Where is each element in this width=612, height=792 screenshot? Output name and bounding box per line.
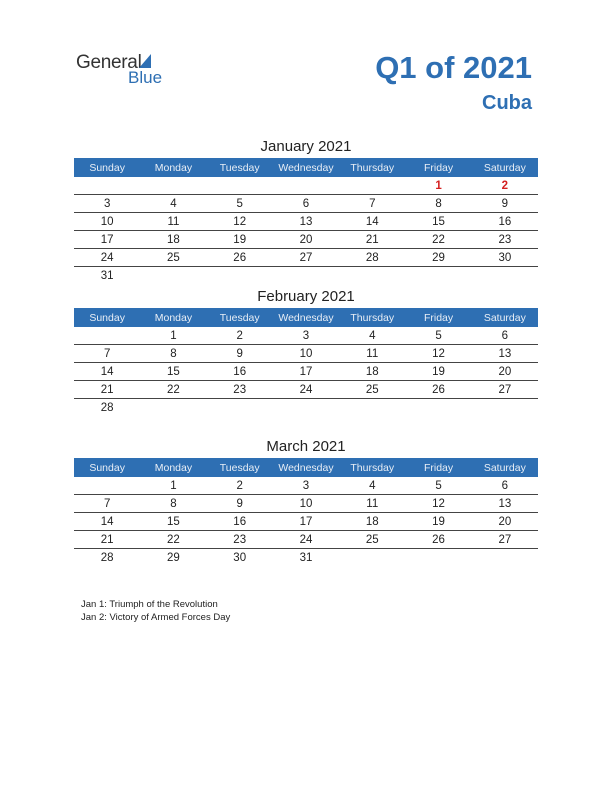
day-cell: 18	[339, 513, 405, 531]
month-february	[74, 286, 538, 416]
day-cell: 17	[74, 231, 140, 249]
day-cell: 12	[405, 495, 471, 513]
day-cell: 11	[339, 345, 405, 363]
day-cell: 19	[207, 231, 273, 249]
day-cell: 22	[140, 531, 206, 549]
day-cell: 1	[140, 477, 206, 495]
empty-day-cell	[472, 399, 538, 417]
day-cell: 21	[74, 531, 140, 549]
empty-day-cell	[472, 267, 538, 285]
day-cell: 28	[100, 551, 114, 564]
weekday-header: Thursday	[339, 308, 405, 327]
day-cell: 7	[74, 495, 140, 513]
day-cell: 23	[207, 381, 273, 399]
day-cell: 9	[207, 495, 273, 513]
weekday-header: Saturday	[472, 158, 538, 177]
day-cell: 27	[273, 249, 339, 267]
day-cell: 15	[140, 363, 206, 381]
month-title: February 2021	[257, 288, 355, 305]
month-title: March 2021	[266, 438, 346, 455]
empty-day-cell	[74, 477, 140, 495]
day-cell: 25	[140, 249, 206, 267]
weekday-header: Friday	[405, 158, 471, 177]
weekday-header: Sunday	[74, 308, 140, 327]
day-cell: 10	[273, 495, 339, 513]
day-cell: 10	[74, 213, 140, 231]
day-cell: 29	[167, 551, 180, 564]
empty-day-cell	[273, 267, 339, 285]
holiday-note: Jan 1: Triumph of the Revolution	[81, 599, 218, 610]
empty-day-cell	[273, 399, 339, 417]
day-cell: 12	[405, 345, 471, 363]
week-row	[74, 381, 538, 399]
day-cell: 9	[207, 345, 273, 363]
weekday-header: Tuesday	[207, 308, 273, 327]
day-cell: 5	[405, 477, 471, 495]
day-cell: 2	[207, 327, 273, 345]
day-cell: 4	[339, 477, 405, 495]
day-cell: 26	[405, 381, 471, 399]
day-cell: 24	[273, 531, 339, 549]
weekday-header: Saturday	[472, 308, 538, 327]
day-cell: 3	[273, 477, 339, 495]
day-cell: 26	[207, 249, 273, 267]
day-cell: 16	[472, 213, 538, 231]
day-cell: 14	[74, 363, 140, 381]
empty-day-cell	[339, 399, 405, 417]
empty-day-cell	[140, 399, 206, 417]
day-cell: 22	[140, 381, 206, 399]
day-cell: 25	[339, 381, 405, 399]
day-cell: 17	[273, 513, 339, 531]
day-cell: 10	[273, 345, 339, 363]
day-cell: 6	[472, 477, 538, 495]
weekday-header: Sunday	[74, 158, 140, 177]
logo-general: General	[76, 52, 142, 73]
empty-day-cell	[472, 549, 538, 567]
day-cell: 25	[339, 531, 405, 549]
day-cell: 27	[472, 531, 538, 549]
page-subtitle: Cuba	[482, 92, 532, 114]
week-row	[74, 327, 538, 345]
week-row	[74, 213, 538, 231]
weekday-header: Saturday	[472, 458, 538, 477]
week-row	[74, 477, 538, 495]
day-cell: 8	[405, 195, 471, 213]
weekday-header: Monday	[140, 458, 206, 477]
empty-day-cell	[273, 177, 339, 195]
empty-day-cell	[339, 267, 405, 285]
week-row	[74, 495, 538, 513]
day-cell: 15	[140, 513, 206, 531]
week-row	[74, 231, 538, 249]
day-cell: 15	[405, 213, 471, 231]
day-cell: 30	[233, 551, 247, 564]
day-cell: 11	[140, 213, 206, 231]
empty-day-cell	[140, 177, 206, 195]
weekday-header: Tuesday	[207, 158, 273, 177]
calendar-table	[74, 308, 538, 416]
holiday-notes	[81, 598, 230, 624]
day-cell: 20	[472, 363, 538, 381]
calendar-table	[74, 458, 538, 566]
week-row	[74, 267, 538, 285]
day-cell: 24	[273, 381, 339, 399]
day-cell: 20	[472, 513, 538, 531]
week-row	[74, 345, 538, 363]
weekday-header: Wednesday	[273, 458, 339, 477]
week-row	[74, 531, 538, 549]
day-cell: 3	[273, 327, 339, 345]
day-cell: 1	[140, 327, 206, 345]
day-cell: 8	[140, 495, 206, 513]
day-cell: 13	[273, 213, 339, 231]
day-cell: 4	[140, 195, 206, 213]
day-cell: 3	[74, 195, 140, 213]
empty-day-cell	[207, 399, 273, 417]
month-january	[74, 136, 538, 284]
day-cell: 13	[472, 495, 538, 513]
week-row	[74, 513, 538, 531]
day-cell: 6	[273, 195, 339, 213]
day-cell: 29	[405, 249, 471, 267]
day-cell: 5	[207, 195, 273, 213]
day-cell: 9	[472, 195, 538, 213]
day-cell: 14	[74, 513, 140, 531]
empty-day-cell	[339, 177, 405, 195]
week-row	[74, 249, 538, 267]
empty-day-cell	[140, 267, 206, 285]
empty-day-cell	[207, 177, 273, 195]
weekday-header: Tuesday	[207, 458, 273, 477]
weekday-header: Friday	[405, 308, 471, 327]
day-cell: 23	[207, 531, 273, 549]
empty-day-cell	[405, 549, 471, 567]
day-cell: 28	[339, 249, 405, 267]
day-cell: 28	[100, 401, 114, 414]
weekday-header: Wednesday	[273, 158, 339, 177]
day-cell: 5	[405, 327, 471, 345]
empty-day-cell	[339, 549, 405, 567]
day-cell: 4	[339, 327, 405, 345]
empty-day-cell	[74, 177, 140, 195]
day-cell: 19	[405, 363, 471, 381]
empty-day-cell	[207, 267, 273, 285]
weekday-header: Wednesday	[273, 308, 339, 327]
month-title: January 2021	[260, 138, 352, 155]
month-march	[74, 436, 538, 566]
day-cell: 2	[472, 177, 538, 195]
day-cell: 6	[472, 327, 538, 345]
day-cell: 19	[405, 513, 471, 531]
day-cell: 31	[299, 551, 313, 564]
week-row	[74, 177, 538, 195]
weekday-header: Thursday	[339, 158, 405, 177]
day-cell: 26	[405, 531, 471, 549]
day-cell: 22	[405, 231, 471, 249]
day-cell: 12	[207, 213, 273, 231]
page-title: Q1 of 2021	[375, 50, 532, 85]
day-cell: 7	[74, 345, 140, 363]
weekday-header: Sunday	[74, 458, 140, 477]
day-cell: 17	[273, 363, 339, 381]
holiday-note: Jan 2: Victory of Armed Forces Day	[81, 612, 231, 623]
day-cell: 1	[405, 177, 471, 195]
weekday-header: Monday	[140, 308, 206, 327]
calendar-table	[74, 158, 538, 284]
day-cell: 31	[100, 269, 114, 282]
logo-blue: Blue	[128, 68, 163, 87]
empty-day-cell	[74, 327, 140, 345]
day-cell: 23	[472, 231, 538, 249]
week-row	[74, 399, 538, 417]
week-row	[74, 195, 538, 213]
weekday-header: Thursday	[339, 458, 405, 477]
day-cell: 11	[339, 495, 405, 513]
day-cell: 18	[140, 231, 206, 249]
day-cell: 2	[207, 477, 273, 495]
day-cell: 16	[207, 513, 273, 531]
weekday-header: Friday	[405, 458, 471, 477]
day-cell: 16	[207, 363, 273, 381]
day-cell: 24	[74, 249, 140, 267]
week-row	[74, 549, 538, 567]
weekday-header: Monday	[140, 158, 206, 177]
day-cell: 18	[339, 363, 405, 381]
day-cell: 30	[472, 249, 538, 267]
empty-day-cell	[405, 267, 471, 285]
day-cell: 20	[273, 231, 339, 249]
day-cell: 21	[339, 231, 405, 249]
logo	[76, 52, 176, 92]
day-cell: 27	[472, 381, 538, 399]
day-cell: 21	[74, 381, 140, 399]
day-cell: 14	[339, 213, 405, 231]
day-cell: 13	[472, 345, 538, 363]
logo-triangle-icon	[139, 54, 151, 68]
day-cell: 7	[339, 195, 405, 213]
week-row	[74, 363, 538, 381]
empty-day-cell	[405, 399, 471, 417]
day-cell: 8	[140, 345, 206, 363]
